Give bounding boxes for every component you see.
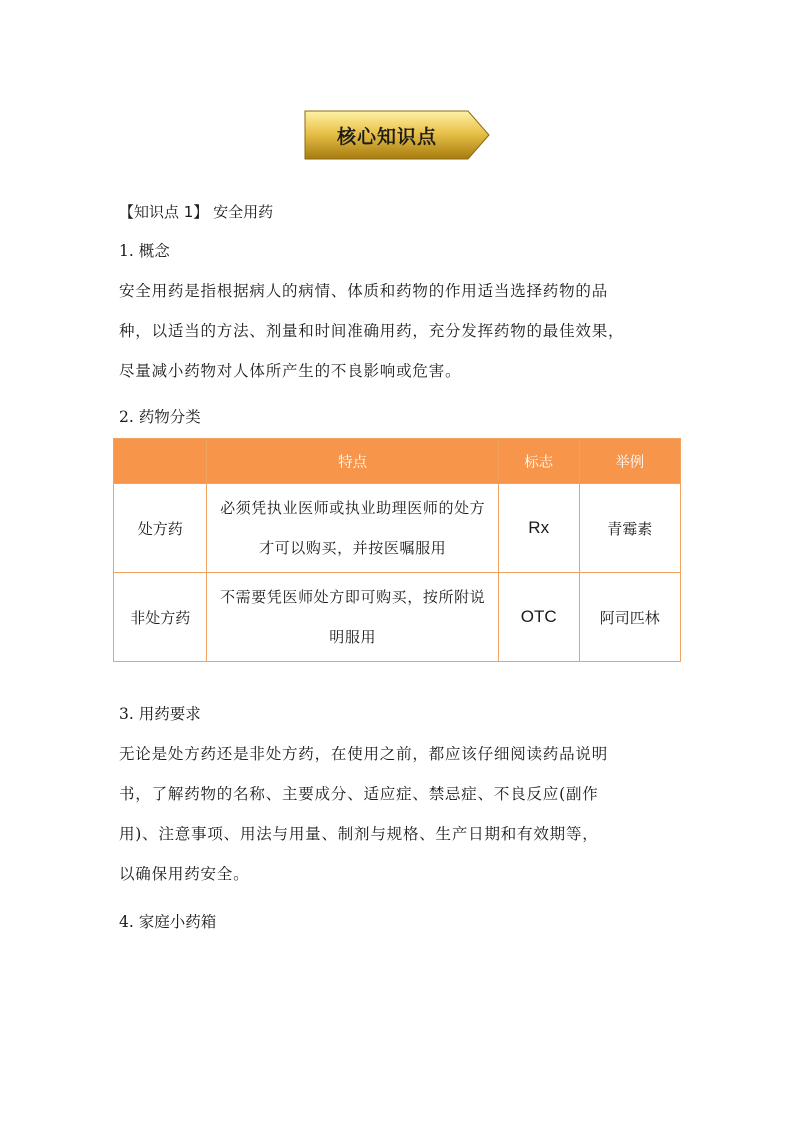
concept-line: 安全用药是指根据病人的病情、体质和药物的作用适当选择药物的品 bbox=[119, 282, 609, 300]
drug-feature-cell: 必须凭执业医师或执业助理医师的处方才可以购买，并按医嘱服用 bbox=[207, 484, 498, 573]
classification-title: 2. 药物分类 bbox=[119, 408, 201, 426]
drug-mark-cell: OTC bbox=[498, 573, 579, 662]
concept-title: 1. 概念 bbox=[119, 242, 170, 260]
knowledge-point-heading: 【知识点 1】 安全用药 bbox=[119, 203, 274, 221]
concept-paragraph bbox=[119, 271, 685, 391]
banner-title: 核心知识点 bbox=[336, 125, 437, 148]
concept-line: 种，以适当的方法、剂量和时间准确用药，充分发挥药物的最佳效果， bbox=[119, 322, 625, 340]
drug-example-cell: 阿司匹林 bbox=[579, 573, 680, 662]
usage-line: 用)、注意事项、用法与用量、制剂与规格、生产日期和有效期等， bbox=[119, 825, 599, 843]
table-row bbox=[114, 484, 681, 573]
table-header-cell: 特点 bbox=[207, 439, 498, 484]
drug-classification-table bbox=[113, 438, 681, 662]
table-row bbox=[114, 573, 681, 662]
table-header-row bbox=[114, 439, 681, 484]
usage-requirements-title: 3. 用药要求 bbox=[119, 705, 201, 723]
usage-requirements-paragraph bbox=[119, 734, 685, 894]
home-medicine-kit-title: 4. 家庭小药箱 bbox=[119, 913, 217, 931]
usage-line: 无论是处方药还是非处方药，在使用之前，都应该仔细阅读药品说明 bbox=[119, 745, 609, 763]
drug-type-cell: 处方药 bbox=[114, 484, 207, 573]
usage-line: 书，了解药物的名称、主要成分、适应症、禁忌症、不良反应(副作 bbox=[119, 785, 599, 803]
section-banner bbox=[304, 110, 490, 160]
drug-mark-cell: Rx bbox=[498, 484, 579, 573]
usage-line: 以确保用药安全。 bbox=[119, 865, 250, 883]
table-header-cell: 举例 bbox=[579, 439, 680, 484]
drug-type-cell: 非处方药 bbox=[114, 573, 207, 662]
concept-line: 尽量减小药物对人体所产生的不良影响或危害。 bbox=[119, 362, 462, 380]
table-header-cell: 标志 bbox=[498, 439, 579, 484]
drug-feature-cell: 不需要凭医师处方即可购买，按所附说明服用 bbox=[207, 573, 498, 662]
table-header-cell bbox=[114, 439, 207, 484]
drug-example-cell: 青霉素 bbox=[579, 484, 680, 573]
